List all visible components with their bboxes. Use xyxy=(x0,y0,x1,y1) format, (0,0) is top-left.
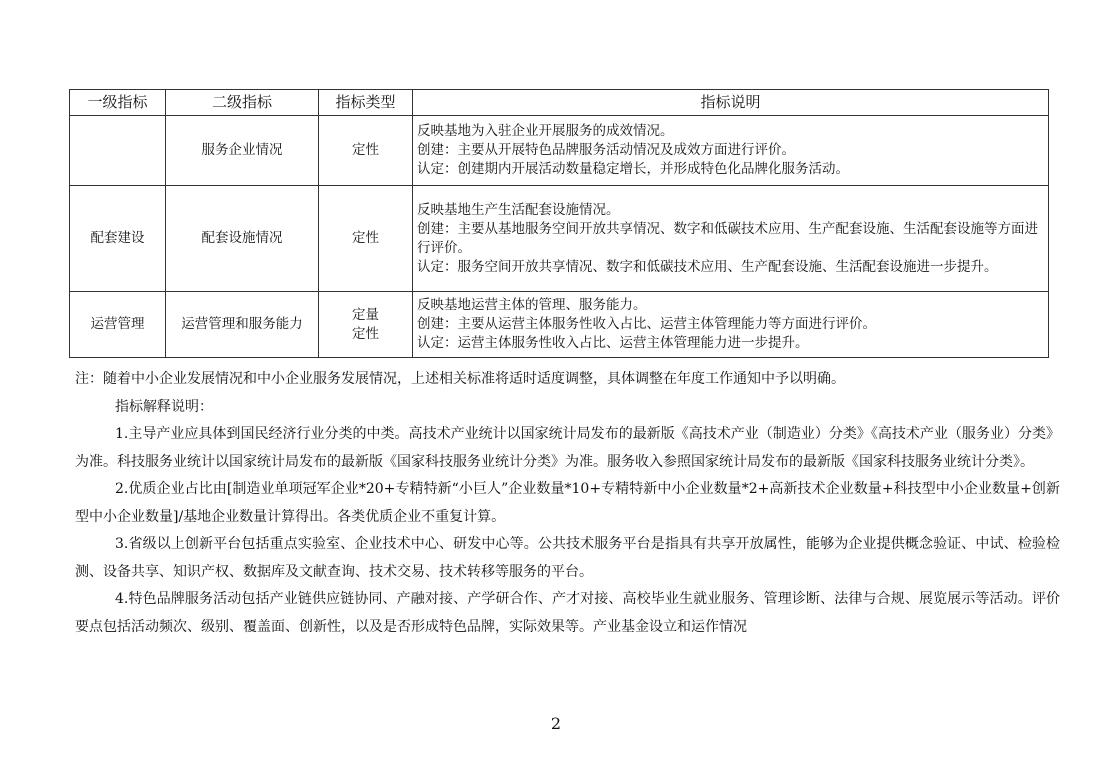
table-row xyxy=(70,186,1049,292)
type-cell: 定性 xyxy=(319,116,413,186)
level2-cell: 服务企业情况 xyxy=(166,116,319,186)
description-line: 创建：主要从开展特色品牌服务活动情况及成效方面进行评价。 xyxy=(417,142,795,158)
description-line: 认定：创建期内开展活动数量稳定增长，并形成特色化品牌化服务活动。 xyxy=(417,161,849,177)
description-line: 反映基地生产生活配套设施情况。 xyxy=(417,201,620,218)
header-type: 指标类型 xyxy=(319,90,413,116)
table-row xyxy=(70,116,1049,186)
level1-cell: 配套建设 xyxy=(70,186,166,292)
header-description: 指标说明 xyxy=(413,90,1049,116)
description-line: 创建：主要从基地服务空间开放共享情况、数字和低碳技术应用、生产配套设施、生活配套设施等方面进行评价。 xyxy=(417,220,1038,256)
level2-cell: 配套设施情况 xyxy=(166,186,319,292)
description-line: 认定：服务空间开放共享情况、数字和低碳技术应用、生产配套设施、生活配套设施进一步提升。 xyxy=(417,258,998,275)
adjustment-note: 注：随着中小企业发展情况和中小企业服务发展情况，上述相关标准将适时适度调整，具体调整在年度工作通知中予以明确。 xyxy=(75,371,845,387)
description-cell xyxy=(413,186,1049,292)
type-cell: 定量 定性 xyxy=(319,292,413,358)
explanation-heading: 指标解释说明： xyxy=(115,398,213,415)
explanation-item: 4.特色品牌服务活动包括产业链供应链协同、产融对接、产学研合作、产才对接、高校毕业生就业服务、管理诊断、法律与合规、展览展示等活动。评价要点包括活动频次、级别、覆盖面、创新性，以及是否形成特色品牌，实际效果等。产业基金设立和运作情况 xyxy=(75,591,1060,635)
table-header-row xyxy=(70,90,1049,116)
explanation-item: 2.优质企业占比由[制造业单项冠军企业*20+专精特新“小巨人”企业数量*10+专精特新中小企业数量*2+高新技术企业数量+科技型中小企业数量+创新型中小企业数量]/基地企业数量计算得出。各类优质企业不重复计算。 xyxy=(75,481,1060,525)
explanation-item: 1.主导产业应具体到国民经济行业分类的中类。高技术产业统计以国家统计局发布的最新版《高技术产业（制造业）分类》《高技术产业（服务业）分类》为准。科技服务业统计以国家统计局发布的最新版《国家科技服务业统计分类》为准。服务收入参照国家统计局发布的最新版《国家科技服务业统计分类》。 xyxy=(75,426,1060,470)
level1-cell xyxy=(70,116,166,186)
description-line: 创建：主要从运营主体服务性收入占比、运营主体管理能力等方面进行评价。 xyxy=(417,316,876,332)
header-level2: 二级指标 xyxy=(166,90,319,116)
indicator-table xyxy=(69,89,1049,358)
description-line: 反映基地为入驻企业开展服务的成效情况。 xyxy=(417,123,674,139)
description-line: 反映基地运营主体的管理、服务能力。 xyxy=(417,297,647,313)
page-number: 2 xyxy=(550,714,562,733)
level2-cell: 运营管理和服务能力 xyxy=(166,292,319,358)
description-line: 认定：运营主体服务性收入占比、运营主体管理能力进一步提升。 xyxy=(417,335,809,351)
table-row xyxy=(70,292,1049,358)
description-cell xyxy=(413,116,1049,186)
header-level1: 一级指标 xyxy=(70,90,166,116)
notes-section xyxy=(75,366,1060,641)
explanation-item: 3.省级以上创新平台包括重点实验室、企业技术中心、研发中心等。公共技术服务平台是指具有共享开放属性，能够为企业提供概念验证、中试、检验检测、设备共享、知识产权、数据库及文献查询、技术交易、技术转移等服务的平台。 xyxy=(75,536,1060,580)
description-cell xyxy=(413,292,1049,358)
type-cell: 定性 xyxy=(319,186,413,292)
level1-cell: 运营管理 xyxy=(70,292,166,358)
